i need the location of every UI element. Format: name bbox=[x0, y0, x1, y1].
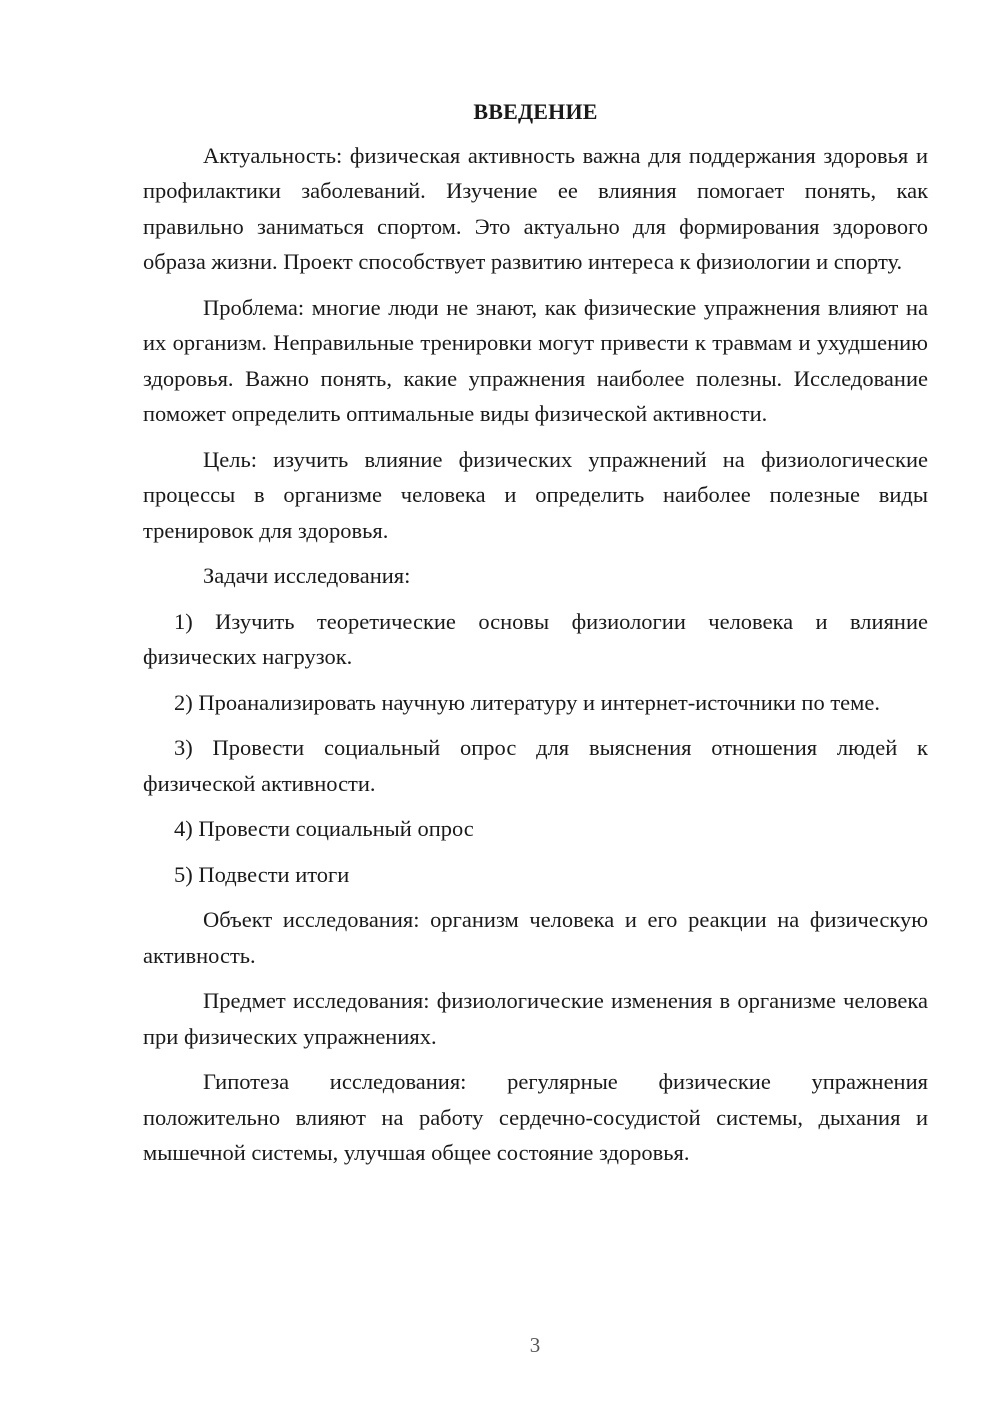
task-item-5: 5) Подвести итоги bbox=[174, 861, 350, 887]
document-page bbox=[143, 94, 928, 1181]
task-item-3: 3) Провести социальный опрос для выяснения отношения людей к физической активности. bbox=[143, 735, 928, 796]
task-item-2: 2) Проанализировать научную литературу и интернет-источники по теме. bbox=[174, 689, 880, 715]
tasks-heading: Задачи исследования: bbox=[203, 563, 411, 588]
goal-paragraph: Цель: изучить влияние физических упражнений на физиологические процессы в организме человека и определить наиболее полезные виды тренировок для здоровья. bbox=[143, 446, 928, 543]
object-paragraph: Объект исследования: организм человека и его реакции на физическую активность. bbox=[143, 907, 928, 968]
task-item-1: 1) Изучить теоретические основы физиологии человека и влияние физических нагрузок. bbox=[143, 608, 928, 669]
page-number: 3 bbox=[529, 1333, 541, 1357]
hypothesis-paragraph: Гипотеза исследования: регулярные физические упражнения положительно влияют на работу сердечно-сосудистой системы, дыхания и мышечной системы, улучшая общее состояние здоровья. bbox=[143, 1069, 928, 1165]
problem-paragraph: Проблема: многие люди не знают, как физические упражнения влияют на их организм. Неправильные тренировки могут привести к травмам и ухудшению здоровья. Важно понять, какие упражнения наиболее полезны. Исследование поможет определить оптимальные виды физической активности. bbox=[143, 294, 928, 426]
subject-paragraph: Предмет исследования: физиологические изменения в организме человека при физических упражнениях. bbox=[143, 988, 928, 1049]
page-title: ВВЕДЕНИЕ bbox=[473, 99, 598, 124]
relevance-paragraph: Актуальность: физическая активность важна для поддержания здоровья и профилактики заболеваний. Изучение ее влияния помогает понять, как правильно заниматься спортом. Это актуально для формирования здорового образа жизни. Проект способствует развитию интереса к физиологии и спорту. bbox=[143, 142, 928, 274]
task-item-4: 4) Провести социальный опрос bbox=[174, 816, 474, 841]
